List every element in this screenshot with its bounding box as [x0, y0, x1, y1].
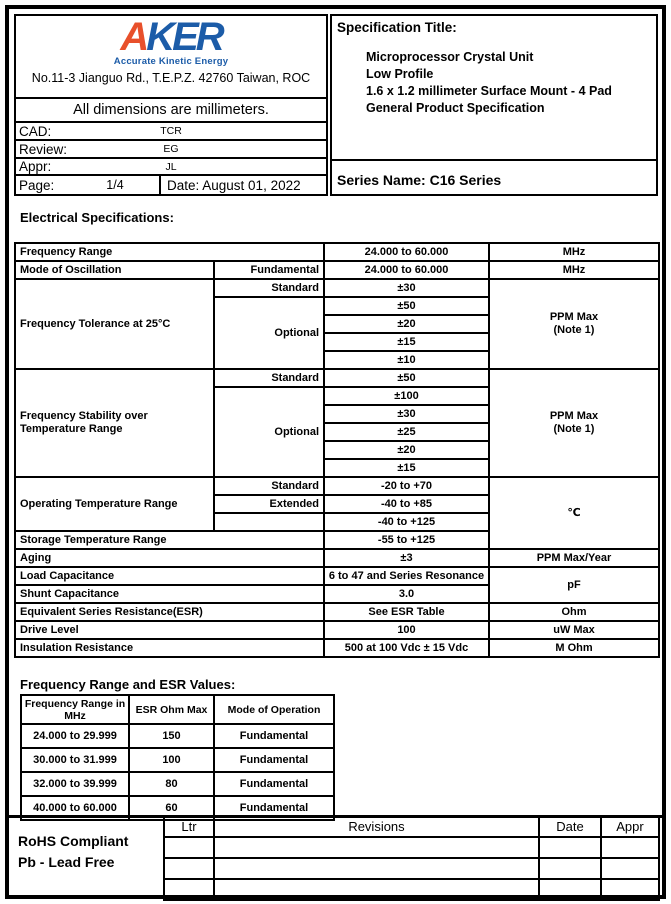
- revisions-cell: [214, 837, 539, 858]
- esr-col-frequency: Frequency Range in MHz: [21, 695, 129, 724]
- stability-optional-value: ±15: [324, 459, 489, 477]
- aging-value: ±3: [324, 549, 489, 567]
- revisions-empty-row: [164, 879, 659, 900]
- insulation-value: 500 at 100 Vdc ± 15 Vdc: [324, 639, 489, 657]
- revisions-col-ltr: Ltr: [164, 816, 214, 837]
- stability-optional-value: ±30: [324, 405, 489, 423]
- review-value: EG: [163, 143, 179, 155]
- operating-wide-sub: [214, 513, 324, 531]
- esr-row: [21, 772, 334, 796]
- esr-label: Equivalent Series Resistance(ESR): [15, 603, 324, 621]
- stability-standard-value: ±50: [324, 369, 489, 387]
- row-frequency-range: [15, 243, 659, 261]
- row-tolerance-standard: [15, 279, 659, 297]
- stability-optional-sub: Optional: [214, 387, 324, 477]
- tolerance-optional-value: ±20: [324, 315, 489, 333]
- mode-value: 24.000 to 60.000: [324, 261, 489, 279]
- esr-mode: Fundamental: [214, 796, 334, 820]
- frequency-range-unit: MHz: [489, 243, 659, 261]
- page-label: Page:: [19, 177, 55, 193]
- stability-unit-line2: (Note 1): [553, 423, 595, 435]
- tolerance-optional-sub: Optional: [214, 297, 324, 369]
- shunt-capacitance-label: Shunt Capacitance: [15, 585, 324, 603]
- revisions-cell: [214, 879, 539, 900]
- esr-unit: Ohm: [489, 603, 659, 621]
- row-load-capacitance: [15, 567, 659, 585]
- stability-label-line2: Temperature Range: [20, 423, 123, 435]
- insulation-label: Insulation Resistance: [15, 639, 324, 657]
- esr-value: See ESR Table: [324, 603, 489, 621]
- frequency-range-label: Frequency Range: [15, 243, 324, 261]
- tolerance-unit-line1: PPM Max: [549, 311, 599, 323]
- capacitance-unit: pF: [489, 567, 659, 603]
- storage-label: Storage Temperature Range: [15, 531, 324, 549]
- mode-sub: Fundamental: [214, 261, 324, 279]
- rohs-note: [18, 831, 128, 873]
- spec-title-line: Microprocessor Crystal Unit: [366, 50, 534, 64]
- storage-value: -55 to +125: [324, 531, 489, 549]
- temperature-unit: ℃: [489, 477, 659, 549]
- revisions-table: [163, 815, 660, 901]
- aging-label: Aging: [15, 549, 324, 567]
- drive-level-unit: uW Max: [489, 621, 659, 639]
- revisions-cell: [539, 837, 601, 858]
- stability-optional-value: ±100: [324, 387, 489, 405]
- review-row: [16, 141, 326, 159]
- tolerance-unit: [489, 279, 659, 369]
- operating-standard-sub: Standard: [214, 477, 324, 495]
- row-insulation: [15, 639, 659, 657]
- load-capacitance-label: Load Capacitance: [15, 567, 324, 585]
- esr-col-mode: Mode of Operation: [214, 695, 334, 724]
- stability-standard-sub: Standard: [214, 369, 324, 387]
- esr-mode: Fundamental: [214, 724, 334, 748]
- revisions-cell: [164, 837, 214, 858]
- shunt-capacitance-value: 3.0: [324, 585, 489, 603]
- stability-optional-value: ±20: [324, 441, 489, 459]
- tolerance-optional-value: ±10: [324, 351, 489, 369]
- logo-letters-ker: KER: [146, 16, 222, 59]
- cad-row: [16, 123, 326, 141]
- revisions-col-appr: Appr: [601, 816, 659, 837]
- esr-freq-range: 40.000 to 60.000: [21, 796, 129, 820]
- revisions-cell: [164, 879, 214, 900]
- aker-logo: [16, 16, 326, 58]
- page-number: 1/4: [106, 178, 124, 192]
- esr-row: [21, 724, 334, 748]
- spec-title-label: Specification Title:: [337, 20, 457, 35]
- revisions-empty-row: [164, 858, 659, 879]
- dimensions-note: All dimensions are millimeters.: [16, 99, 326, 123]
- row-aging: [15, 549, 659, 567]
- revisions-col-revisions: Revisions: [214, 816, 539, 837]
- aging-unit: PPM Max/Year: [489, 549, 659, 567]
- appr-row: [16, 159, 326, 176]
- revisions-cell: [601, 879, 659, 900]
- electrical-specs-table: [14, 242, 660, 658]
- drive-level-label: Drive Level: [15, 621, 324, 639]
- esr-table-heading: Frequency Range and ESR Values:: [20, 677, 236, 692]
- esr-freq-range: 30.000 to 31.999: [21, 748, 129, 772]
- tolerance-optional-value: ±15: [324, 333, 489, 351]
- esr-mode: Fundamental: [214, 748, 334, 772]
- load-capacitance-value: 6 to 47 and Series Resonance: [324, 567, 489, 585]
- tolerance-label: Frequency Tolerance at 25°C: [15, 279, 214, 369]
- drive-level-value: 100: [324, 621, 489, 639]
- esr-values-table: [20, 694, 335, 821]
- operating-wide-value: -40 to +125: [324, 513, 489, 531]
- esr-freq-range: 32.000 to 39.999: [21, 772, 129, 796]
- company-address: No.11-3 Jianguo Rd., T.E.P.Z. 42760 Taiwan, ROC: [31, 71, 311, 85]
- esr-freq-range: 24.000 to 29.999: [21, 724, 129, 748]
- revisions-cell: [601, 837, 659, 858]
- esr-ohm-max: 100: [129, 748, 214, 772]
- cad-value: TCR: [160, 125, 182, 137]
- cad-label: CAD:: [19, 123, 52, 139]
- stability-optional-value: ±25: [324, 423, 489, 441]
- insulation-unit: M Ohm: [489, 639, 659, 657]
- spec-title-line: General Product Specification: [366, 101, 545, 115]
- operating-extended-sub: Extended: [214, 495, 324, 513]
- tolerance-optional-value: ±50: [324, 297, 489, 315]
- row-esr: [15, 603, 659, 621]
- page-cell: [16, 176, 161, 194]
- logo-tagline: Accurate Kinetic Energy: [113, 56, 229, 67]
- page-date-row: [16, 176, 326, 194]
- date-cell: Date: August 01, 2022: [167, 177, 301, 193]
- row-mode-of-oscillation: [15, 261, 659, 279]
- operating-label: Operating Temperature Range: [15, 477, 214, 531]
- header-spec-title-block: [330, 14, 658, 196]
- mode-unit: MHz: [489, 261, 659, 279]
- esr-ohm-max: 80: [129, 772, 214, 796]
- datasheet-page: [5, 5, 666, 899]
- logo-section: [16, 16, 326, 99]
- spec-title-section: [332, 20, 656, 161]
- esr-col-ohm: ESR Ohm Max: [129, 695, 214, 724]
- revisions-cell: [601, 858, 659, 879]
- esr-header-row: [21, 695, 334, 724]
- stability-unit-line1: PPM Max: [549, 410, 599, 422]
- revisions-header-row: [164, 816, 659, 837]
- revisions-cell: [539, 858, 601, 879]
- tolerance-standard-sub: Standard: [214, 279, 324, 297]
- rohs-line1: RoHS Compliant: [18, 833, 129, 849]
- spec-title-lines: [366, 49, 656, 117]
- mode-label: Mode of Oscillation: [15, 261, 214, 279]
- row-drive-level: [15, 621, 659, 639]
- tolerance-unit-line2: (Note 1): [553, 324, 595, 336]
- stability-unit: [489, 369, 659, 477]
- revisions-col-date: Date: [539, 816, 601, 837]
- revisions-cell: [539, 879, 601, 900]
- revisions-empty-row: [164, 837, 659, 858]
- review-label: Review:: [19, 141, 68, 157]
- operating-extended-value: -40 to +85: [324, 495, 489, 513]
- esr-mode: Fundamental: [214, 772, 334, 796]
- esr-row: [21, 748, 334, 772]
- appr-label: Appr:: [19, 159, 52, 174]
- rohs-line2: Pb - Lead Free: [18, 854, 115, 870]
- stability-label: [15, 369, 214, 477]
- series-name: Series Name: C16 Series: [337, 171, 502, 188]
- frequency-range-value: 24.000 to 60.000: [324, 243, 489, 261]
- stability-label-line1: Frequency Stability over: [20, 410, 148, 422]
- row-operating-standard: [15, 477, 659, 495]
- tolerance-standard-value: ±30: [324, 279, 489, 297]
- revisions-cell: [214, 858, 539, 879]
- header-company-block: [14, 14, 328, 196]
- esr-ohm-max: 60: [129, 796, 214, 820]
- appr-value: JL: [165, 160, 177, 173]
- operating-standard-value: -20 to +70: [324, 477, 489, 495]
- spec-title-line: 1.6 x 1.2 millimeter Surface Mount - 4 Pad: [366, 84, 612, 98]
- row-stability-standard: [15, 369, 659, 387]
- spec-title-line: Low Profile: [366, 67, 434, 81]
- revisions-cell: [164, 858, 214, 879]
- electrical-specs-heading: Electrical Specifications:: [20, 210, 174, 225]
- logo-letter-a: A: [120, 16, 147, 59]
- esr-ohm-max: 150: [129, 724, 214, 748]
